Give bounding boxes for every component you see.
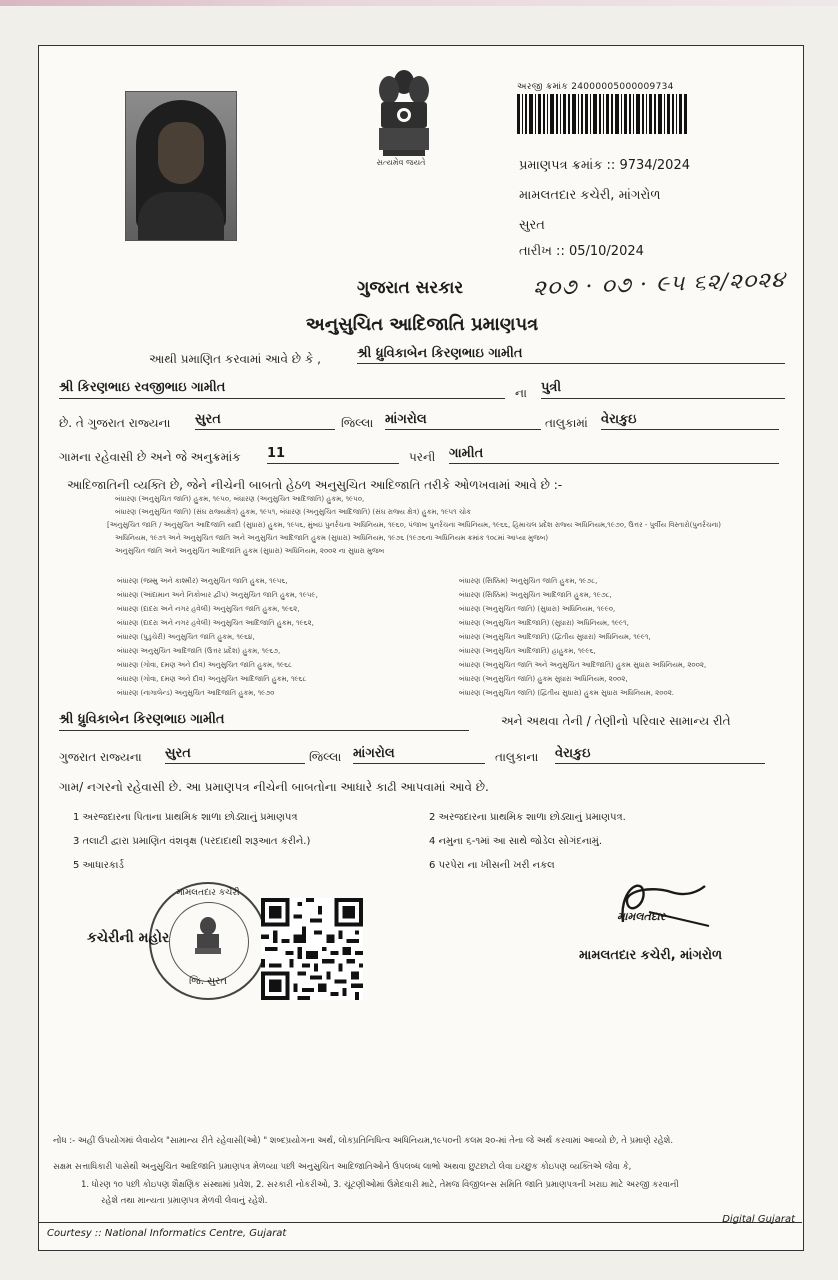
digital-gujarat-text: Digital Gujarat bbox=[722, 1214, 795, 1225]
district-label-2: જિલ્લા bbox=[309, 750, 342, 764]
top-color-strip bbox=[0, 0, 838, 6]
signature-text: મામલતદાર bbox=[617, 910, 666, 923]
certificate-title: અનુસુચિત આદિજાતિ પ્રમાણપત્ર bbox=[305, 314, 539, 335]
serial-number: 11 bbox=[267, 446, 399, 464]
state-prefix: છે. તે ગુજરાત રાજ્યના bbox=[59, 416, 171, 430]
district-value: સુરત bbox=[195, 412, 335, 430]
document-item-1: 1 અરજદારના પિતાના પ્રાથમિક શાળા છોડ્યાનું પ્રમાણપત્ર bbox=[73, 812, 298, 823]
national-emblem-icon bbox=[369, 64, 439, 164]
government-title: ગુજરાત સરકાર bbox=[357, 278, 464, 298]
applicant-name: શ્રી ધ્રુવિકાબેન કિરણભાઇ ગામીત bbox=[357, 346, 785, 364]
document-item-3: 3 તલાટી દ્વારા પ્રમાણિત વંશવૃક્ષ (પરદાદાથી શરૂઆત કરીને.) bbox=[73, 836, 311, 847]
document-item-2: 2 અરજદારના પ્રાથમિક શાળા છોડ્યાનું પ્રમાણપત્ર. bbox=[429, 812, 626, 823]
relation: પુત્રી bbox=[541, 380, 785, 399]
district-value-2: સુરત bbox=[165, 746, 305, 764]
document-item-6: 6 પરપેરા ના ખીસની ખરી નકલ bbox=[429, 860, 555, 871]
footer-note-4: રહેશે તથા માન્યતા પ્રમાણપત્ર મેળવી લેવાનું રહેશે. bbox=[101, 1196, 268, 1206]
par-label: પરની bbox=[409, 450, 436, 464]
state-prefix-2: ગુજરાત રાજ્યના bbox=[59, 750, 142, 764]
qr-code-icon bbox=[261, 898, 363, 1000]
orders-top: બંધારણ (અનુસુચિત જાતિ) હુકમ, ૧૯૫૦, બંધારણ (અનુસુચિત આદિજાતિ) હુકમ, ૧૯૫૦, બંધારણ (અનુસુચિત જાતિ) (સંઘ રાજ્યક્ષેત્ર) હુકમ, ૧૯૫૧, બંધારણ (અનુસુચિત આદિજાતિ) (સંઘ રાજ્ય ક્ષેત્ર) હુકમ, ૧૯૫૧ ચોક [અનુસુચિત જાતિ / અનુસુચિત આદિજાતિ યાદી (સુધારા) હુકમ, ૧૯૫૬, મુંબઇ પુનર્રચના અધિનિયમ, ૧૯૬૦, પંજાબ પુનર્રચના અધિનિયમ, ૧૯૬૬, હિમાચલ પ્રદેશ રાજ્ય અધિનિયમ,૧૯૭૦, ઉત્તર - પુર્વીય વિસ્તારો(પુનર્રચના) અધિનિયમ, ૧૯૭૧ અને અનુસુચિત જાતિ અને અનુસુચિત આદિજાતિ હુકમ (સુધારા) અધિનિયમ, ૧૯૭૬ (૧૯૭૬ના અધિનિયમ ક્રમાંક ૧૦૮માં આપ્યા મુજબ) અનુસુચિત જાતિ અને અનુસુચિત આદિજાતિ હુકમ (સુધારા) અધિનિયમ, ૨૦૦૨ ના સુધારા મુજબ bbox=[107, 495, 721, 555]
barcode-icon bbox=[517, 94, 687, 134]
certificate-page bbox=[38, 45, 804, 1251]
seal-ring-text: મામલતદાર કચેરી bbox=[176, 888, 240, 898]
application-number: અરજી ક્રમાંક 24000005000009734 bbox=[517, 82, 674, 92]
orders-left: બંધારણ (જમ્મુ અને કાશ્મીર) અનુસુચિત જાતિ હુકમ, ૧૯૫૬, બંધારણ (આંદામાન અને નિકોબાર દ્વીપ) અનુસુચિત જાતિ હુકમ, ૧૯૫૯, બંધારણ (દાદરા અને નગર હવેલી) અનુસુચિત જાતિ હુકમ, ૧૯૬૨, બંધારણ (દાદરા અને નગર હવેલી) અનુસુચિત આદિજાતિ હુકમ, ૧૯૬૨, બંધારણ (પુડુચેરી) અનુસુચિત જાતિ હુકમ, ૧૯૬૪, બંધારણ અનુસુચિત આદિજાતિ (ઉત્તર પ્રદેશ) હુકમ, ૧૯૬૭, બંધારણ (ગોવા, દમણ અને દીવ) અનુસુચિત જાતિ હુકમ, ૧૯૬૮ બંધારણ (ગોવા, દમણ અને દીવ) અનુસુચિત આદિજાતિ હુકમ, ૧૯૬૮ બંધારણ (નાગાલેન્ડ) અનુસુચિત આદિજાતિ હુકમ, ૧૯૭૦ bbox=[117, 577, 318, 697]
footer-note-2: સક્ષમ સત્તાધિકારી પાસેથી અનુસુચિત આદિજાતિ પ્રમાણપત્ર મેળવ્યા પછી અનુસુચિત આદિજાતિઓને ઉપલબ્ધ લાભો અથવા છુટછાટો લેવા ઇચ્છુક કોઇપણ વ્યક્તિએ જેવા કે, bbox=[53, 1162, 632, 1172]
seal-bottom-text: જિ. સુરત bbox=[189, 976, 227, 987]
certify-prefix: આથી પ્રમાણિત કરવામાં આવે છે કે , bbox=[149, 352, 321, 366]
signatory-office: મામલતદાર કચેરી, માંગરોળ bbox=[579, 948, 723, 963]
issue-date: તારીખ :: 05/10/2024 bbox=[519, 244, 644, 259]
orders-right: બંધારણ (સિક્કિમ) અનુસુચિત જાતિ હુકમ, ૧૯૭૮, બંધારણ (સિક્કિમ) અનુસુચિત આદિજાતિ હુકમ, ૧૯૭૮, બંધારણ (અનુસુચિત જાતિ) (સુધારા) અધિનિયમ, ૧૯૯૦, બંધારણ (અનુસુચિત આદિજાતિ) (સુધારા) અધિનિયમ, ૧૯૯૧, બંધારણ (અનુસુચિત આદિજાતિ) (દ્વિતીય સુધારા) અધિનિયમ, ૧૯૯૧, બંધારણ (અનુસુચિત આદિજાતિ) હાહુકમ, ૧૯૯૬, બંધારણ (અનુસુચિત જાતિ અને અનુસુચિત આદિજાતિ) હુકમ સુધારા અધિનિયમ, ૨૦૦૨, બંધારણ (અનુસુચિત જાતિ) હુકમ સુધારા અધિનિયમ, ૨૦૦૨, બંધારણ (અનુસુચિત જાતિ) (દ્વિતીય સુધારા) હુકમ સુધારા અધિનિયમ, ૨૦૦૨. bbox=[459, 577, 707, 697]
issuing-district: સુરત bbox=[519, 218, 545, 233]
document-item-4: 4 નમુના ૬-૧માં આ સાથે જોડેલ સોગંદનામું. bbox=[429, 836, 603, 847]
tribe-value: ગામીત bbox=[449, 446, 779, 464]
footer-note-3: 1. ધોરણ ૧૦ પછી કોઇપણ શૈક્ષણિક સંસ્થામાં પ્રવેશ, 2. સરકારી નોકરીઓ, 3. ચૂંટણીઓમાં ઉમેદવારી માટે, તેમજ વિજીલન્સ સમિતિ જાતિ પ્રમાણપત્રની ખરાઇ માટે અરજી કરવાની bbox=[81, 1180, 679, 1190]
family-text: અને અથવા તેની / તેણીનો પરિવાર સામાન્ય રીતે bbox=[501, 714, 731, 728]
document-item-5: 5 આધારકાર્ડ bbox=[73, 860, 124, 871]
applicant-name-2: શ્રી ધ્રુવિકાબેન કિરણભાઇ ગામીત bbox=[59, 712, 469, 731]
village-value-2: વેરાકુઇ bbox=[555, 746, 765, 764]
village-value: વેરાકુઇ bbox=[601, 412, 779, 430]
taluka-label: તાલુકામાં bbox=[545, 416, 588, 430]
sub-district-value-2: માંગરોલ bbox=[353, 746, 485, 764]
courtesy-text: Courtesy :: National Informatics Centre, Gujarat bbox=[47, 1228, 287, 1239]
office-seal-label: કચેરીની મહોર bbox=[87, 930, 170, 946]
issuing-office: મામલતદાર કચેરી, માંગરોળ bbox=[519, 188, 661, 203]
resident-text-2: ગામ/ નગરનો રહેવાસી છે. આ પ્રમાણપત્ર નીચેની બાબતોના આધારે કાઢી આપવામાં આવે છે. bbox=[59, 780, 489, 794]
handwritten-note: ૨૦૭ · ૦૭ · ૯૫ ૬૨/૨૦૨૪ bbox=[532, 267, 787, 302]
footer-divider bbox=[39, 1222, 802, 1223]
father-name: શ્રી કિરણભાઇ રવજીભાઇ ગામીત bbox=[59, 380, 505, 399]
tribal-intro: આદિજાતિની વ્યક્તિ છે, જેને નીચેની બાબતો હેઠળ અનુસુચિત આદિજાતિ તરીકે ઓળખવામાં આવે છે :- bbox=[67, 478, 563, 492]
seal-emblem-icon bbox=[191, 916, 225, 956]
footer-note-1: નોંધ :- અહીં ઉપયોગમાં લેવાયેલ "સામાન્ય રીતે રહેવાસી(ઓ) " શબ્દપ્રયોગના અર્થ, લોકપ્રતિનિધિત્વ અધિનિયમ,૧૯૫૦ની કલમ ૨૦-માં તેના જે અર્થ કરવામાં આવ્યો છે, તે પ્રમાણે રહેશે. bbox=[53, 1136, 674, 1146]
resident-label: ગામના રહેવાસી છે અને જે અનુક્રમાંક bbox=[59, 450, 241, 464]
applicant-photo bbox=[125, 91, 237, 241]
taluka-label-2: તાલુકાના bbox=[495, 750, 539, 764]
na-label: ના bbox=[515, 386, 527, 400]
sub-district-value: માંગરોલ bbox=[385, 412, 541, 430]
signature-scrawl-icon bbox=[609, 872, 719, 936]
district-label: જિલ્લા bbox=[341, 416, 374, 430]
emblem-motto: સત્યમેવ જયતે bbox=[376, 158, 426, 167]
certificate-number: પ્રમાણપત્ર ક્રમાંક :: 9734/2024 bbox=[519, 158, 690, 173]
